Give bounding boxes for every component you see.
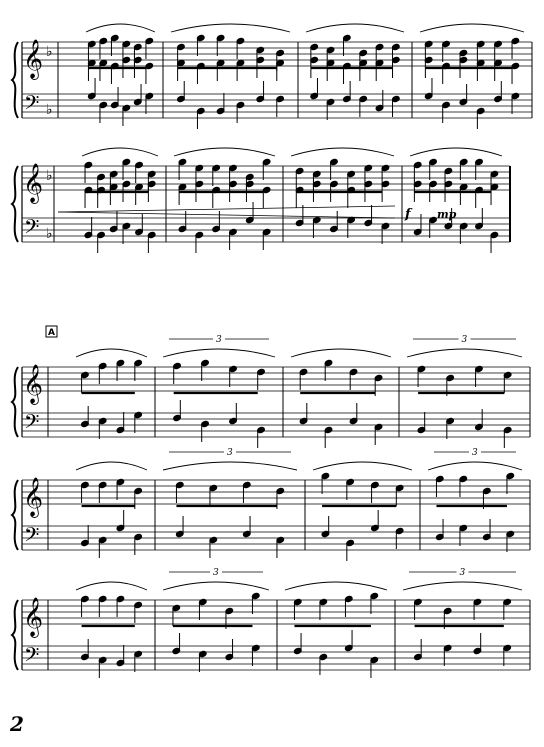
key-signature-flat: ♭: [46, 226, 53, 242]
music-system: [12, 335, 530, 448]
slur: [407, 349, 522, 357]
treble-clef: 𝄞: [23, 364, 44, 404]
slur: [174, 148, 275, 156]
slur: [285, 582, 387, 590]
music-system: [12, 568, 530, 678]
triplet-number: 3: [216, 335, 222, 345]
crescendo-line: [58, 206, 395, 212]
slur: [291, 349, 391, 357]
bass-clef: 𝄢: [24, 523, 40, 551]
bass-clef: 𝄢: [24, 215, 40, 243]
brace: [12, 367, 18, 437]
key-signature-flat: ♭: [46, 168, 53, 184]
rehearsal-mark-label: A: [48, 328, 55, 338]
brace: [12, 42, 18, 118]
slur: [76, 462, 147, 470]
slur: [86, 24, 155, 32]
triplet-number: 3: [459, 568, 466, 578]
music-system: [12, 148, 510, 253]
slur: [410, 148, 502, 156]
slur: [313, 462, 412, 470]
slur: [171, 24, 290, 32]
page-number: 2: [10, 712, 24, 736]
brace: [12, 166, 18, 242]
treble-clef: 𝄞: [23, 163, 44, 203]
triplet-number: 3: [213, 568, 219, 578]
key-signature-flat: ♭: [46, 102, 53, 118]
slur: [420, 24, 524, 32]
slur: [403, 582, 522, 590]
crescendo-line: [58, 212, 395, 218]
slur: [82, 148, 158, 156]
slur: [76, 582, 147, 590]
key-signature-flat: ♭: [46, 44, 53, 60]
bass-clef: 𝄢: [24, 91, 40, 119]
treble-clef: 𝄞: [23, 477, 44, 517]
bass-clef: 𝄢: [24, 410, 40, 438]
slur: [76, 349, 147, 357]
music-system: [12, 24, 532, 129]
triplet-number: 3: [472, 448, 478, 458]
brace: [12, 600, 18, 670]
slur: [428, 462, 522, 470]
treble-clef: 𝄞: [23, 597, 44, 637]
slur: [163, 462, 297, 470]
dynamic-forte: f: [405, 207, 411, 222]
slur: [306, 24, 404, 32]
brace: [12, 480, 18, 550]
slur: [163, 582, 269, 590]
slur: [291, 148, 394, 156]
triplet-number: 3: [227, 448, 233, 458]
music-system: [12, 448, 530, 561]
slur: [163, 349, 275, 357]
triplet-number: 3: [461, 335, 468, 345]
dynamic-mezzo-piano: mp: [437, 208, 457, 221]
bass-clef: 𝄢: [24, 643, 40, 671]
treble-clef: 𝄞: [23, 39, 44, 79]
